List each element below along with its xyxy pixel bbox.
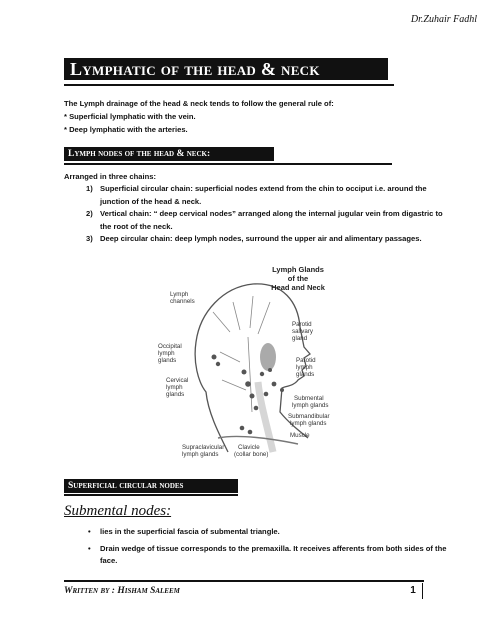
- label-occipital-2: lymph: [158, 350, 175, 357]
- label-parotid-lymph-1: Parotid: [296, 357, 316, 364]
- chains-list: [86, 183, 446, 246]
- intro-line-2: * Superficial lymphatic with the vein.: [64, 112, 196, 121]
- label-parotid-lymph-2: lymph: [296, 364, 313, 371]
- bullet-icon: •: [88, 543, 91, 553]
- label-cervical-3: glands: [166, 391, 185, 398]
- title-underline: [64, 84, 394, 86]
- figure-title-line-1: Lymph Glands: [272, 265, 324, 274]
- bullet-item: [88, 526, 448, 539]
- label-submandibular-1: Submandibular: [288, 413, 330, 420]
- label-lymph-channels-2: channels: [170, 298, 195, 305]
- label-lymph-channels-1: Lymph: [170, 291, 189, 298]
- list-item: [86, 233, 446, 246]
- submental-bullets: [88, 526, 448, 572]
- bullet-text: Drain wedge of tissue corresponds to the premaxilla. It receives afferents from both sides of the face.: [100, 543, 447, 565]
- section-heading-superficial: Superficial circular nodes: [64, 479, 238, 493]
- label-parotid-salivary-3: gland: [292, 335, 308, 342]
- figure-title-line-2: of the: [287, 274, 309, 283]
- section-underline: [64, 494, 238, 496]
- label-parotid-salivary-1: Parotid: [292, 321, 312, 328]
- section-underline: [64, 163, 392, 165]
- label-clavicle-2: (collar bone): [234, 451, 269, 458]
- list-item-text: Superficial circular chain: superficial nodes extend from the chin to occiput i.e. around the junction of the head & neck.: [100, 184, 427, 206]
- page-title: Lymphatic of the head & neck: [64, 58, 388, 80]
- chains-lead: Arranged in three chains:: [64, 172, 156, 181]
- label-cervical-1: Cervical: [166, 377, 189, 384]
- label-submandibular-2: lymph glands: [290, 420, 327, 427]
- bullet-text: lies in the superficial fascia of submental triangle.: [100, 527, 280, 536]
- footer-rule: [64, 580, 424, 582]
- list-item-number: 1): [86, 184, 93, 193]
- list-item: [86, 208, 446, 233]
- bullet-icon: •: [88, 527, 91, 536]
- figure-title-line-3: Head and Neck: [271, 283, 325, 292]
- bullet-item: [88, 543, 448, 568]
- list-item-text: Vertical chain: “ deep cervical nodes” arranged along the internal jugular vein from digastric to the root of the neck.: [100, 209, 443, 231]
- label-submental-2: lymph glands: [292, 402, 329, 409]
- label-parotid-lymph-3: glands: [296, 371, 315, 378]
- list-item-number: 3): [86, 234, 93, 243]
- submental-heading: Submental nodes:: [64, 503, 172, 519]
- intro-line-3: * Deep lymphatic with the arteries.: [64, 125, 188, 134]
- list-item: [86, 183, 446, 208]
- list-item-number: 2): [86, 209, 93, 218]
- intro-line-1: The Lymph drainage of the head & neck tends to follow the general rule of:: [64, 99, 334, 108]
- list-item-text: Deep circular chain: deep lymph nodes, surround the upper air and alimentary passages.: [100, 234, 422, 243]
- footer-author: Written by : Hisham Saleem: [64, 586, 180, 596]
- page-number: 1: [404, 583, 423, 599]
- author-name: Dr.Zuhair Fadhl: [410, 14, 477, 25]
- label-cervical-2: lymph: [166, 384, 183, 391]
- label-muscle: Muscle: [290, 432, 310, 439]
- label-supraclavicular-1: Supraclavicular: [182, 444, 225, 451]
- label-submental-1: Submental: [294, 395, 324, 402]
- label-occipital-3: glands: [158, 357, 177, 364]
- label-supraclavicular-2: lymph glands: [182, 451, 219, 458]
- label-clavicle-1: Clavicle: [238, 444, 260, 451]
- lymph-glands-figure: [158, 262, 340, 468]
- clavicle-bone: [218, 436, 298, 444]
- parotid-gland: [260, 343, 276, 371]
- label-occipital-1: Occipital: [158, 343, 182, 350]
- section-heading-lymph-nodes: Lymph nodes of the head & neck:: [64, 147, 274, 161]
- label-parotid-salivary-2: salivary: [292, 328, 313, 335]
